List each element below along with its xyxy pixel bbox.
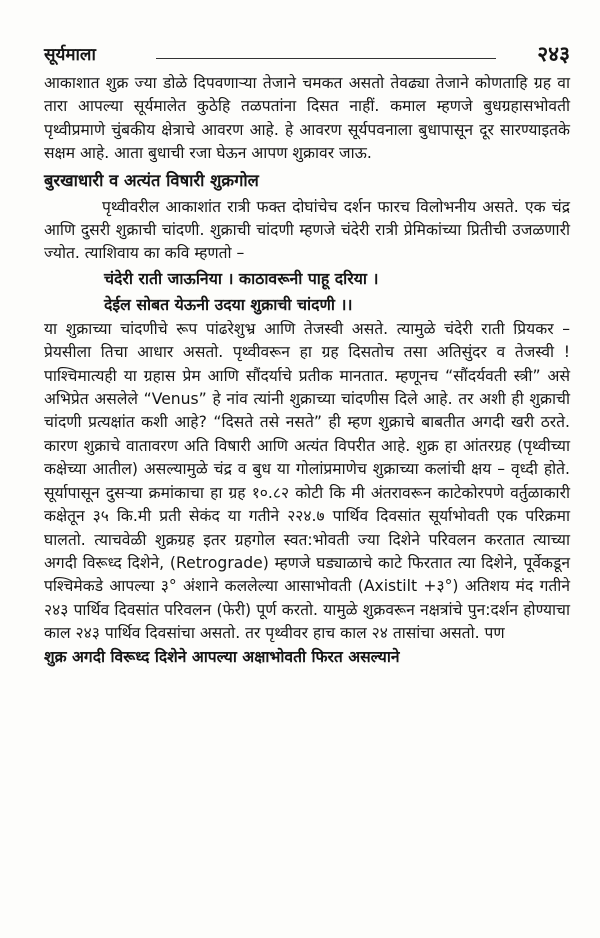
- page-number: २४३: [537, 42, 570, 66]
- page-header: [44, 38, 570, 72]
- paragraph-mercury: आकाशात शुक्र ज्या डोळे दिपवणाऱ्या तेजाने चमकत असतो तेवढ्या तेजाने कोणताहि ग्रह वा तारा आपल्या सूर्यमालेत कुठेहि तळपतांना दिसत नाहीं. कमाल म्हणजे बुधग्रहासभोवती पृथ्वीप्रमाणे चुंबकीय क्षेत्राचे आवरण आहे. हे आवरण सूर्यपवनाला बुधापासून दूर सारण्याइतके सक्षम आहे. आता बुधाची रजा घेऊन आपण शुक्रावर जाऊ.: [44, 74, 570, 163]
- running-title: सूर्यमाला: [44, 45, 96, 65]
- verse-line-1: चंदेरी राती जाऊनिया । काठावरूनी पाहू दरिया ।: [104, 268, 379, 288]
- verse-line-2: देईल सोबत येऊनी उदया शुक्राची चांदणी ।।: [104, 294, 353, 314]
- paragraph-night-sky: पृथ्वीवरील आकाशांत रात्री फक्त दोघांचेच दर्शन फारच विलोभनीय असते. एक चंद्र आणि दुसरी शुक्राची चांदणी. शुक्राची चांदणी म्हणजे चंदेरी रात्री प्रेमिकांच्या प्रितीची उजळणारी ज्योत. त्याशिवाय का कवि म्हणतो –: [44, 197, 570, 263]
- last-line: शुक्र अगदी विरूध्द दिशेने आपल्या अक्षाभोवती फिरत असल्याने: [44, 647, 400, 666]
- paragraph-venus: या शुक्राच्या चांदणीचे रूप पांढरेशुभ्र आणि तेजस्वी असते. त्यामुळे चंदेरी राती प्रियकर – प्रेयसीला तिचा आधार असतो. पृथ्वीवरून हा ग्रह दिसतोच तसा अतिसुंदर व तेजस्वी ! पाश्चिमात्यही या ग्रहास प्रेम आणि सौंदर्याचे प्रतीक मानतात. म्हणूनच “सौंदर्यवती स्त्री” असे अभिप्रेत असलेले “Venus” हे नांव त्यांनी शुक्राच्या चांदणीस दिले आहे. तर अशी ही शुक्राची चांदणी प्रत्यक्षांत कशी आहे? “दिसते तसे नसते” ही म्हण शुक्राचे बाबतीत अगदी खरी ठरते. कारण शुक्राचे वातावरण अति विषारी आणि अत्यंत विपरीत आहे. शुक्र हा आंतरग्रह (पृथ्वीच्या कक्षेच्या आतील) असल्यामुळे चंद्र व बुध या गोलांप्रमाणेच शुक्राच्या कलांची क्षय – वृध्दी होते. सूर्यापासून दुसऱ्या क्रमांकाचा हा ग्रह १०.८२ कोटी कि मी अंतरावरून काटेकोरपणे वर्तुळाकारी कक्षेतून ३५ कि.मी प्रती सेकंद या गतीने २२४.७ पार्थिव दिवसांत सूर्याभोवती एक परिक्रमा घालतो. त्याचवेळी शुक्रग्रह इतर ग्रहगोल स्वत:भोवती ज्या दिशेने परिवलन करतात त्याच्या अगदी विरूध्द दिशेने, (Retrograde) म्हणजे घड्याळाचे काटे फिरतात त्या दिशेने, पूर्वेकडून पश्चिमेकडे आपल्या ३° अंशाने कललेल्या आसाभोवती (Axistilt +३°) अतिशय मंद गतीने २४३ पार्थिव दिवसांत परिवलन (फेरी) पूर्ण करतो. यामुळे शुक्रवरून नक्षत्रांचे पुन:दर्शन होण्याचा काल २४३ पार्थिव दिवसांचा असतो. तर पृथ्वीवर हाच काल २४ तासांचा असतो. पण: [44, 319, 570, 643]
- section-heading: बुरखाधारी व अत्यंत विषारी शुक्रगोल: [44, 170, 259, 190]
- header-rule: [156, 58, 496, 59]
